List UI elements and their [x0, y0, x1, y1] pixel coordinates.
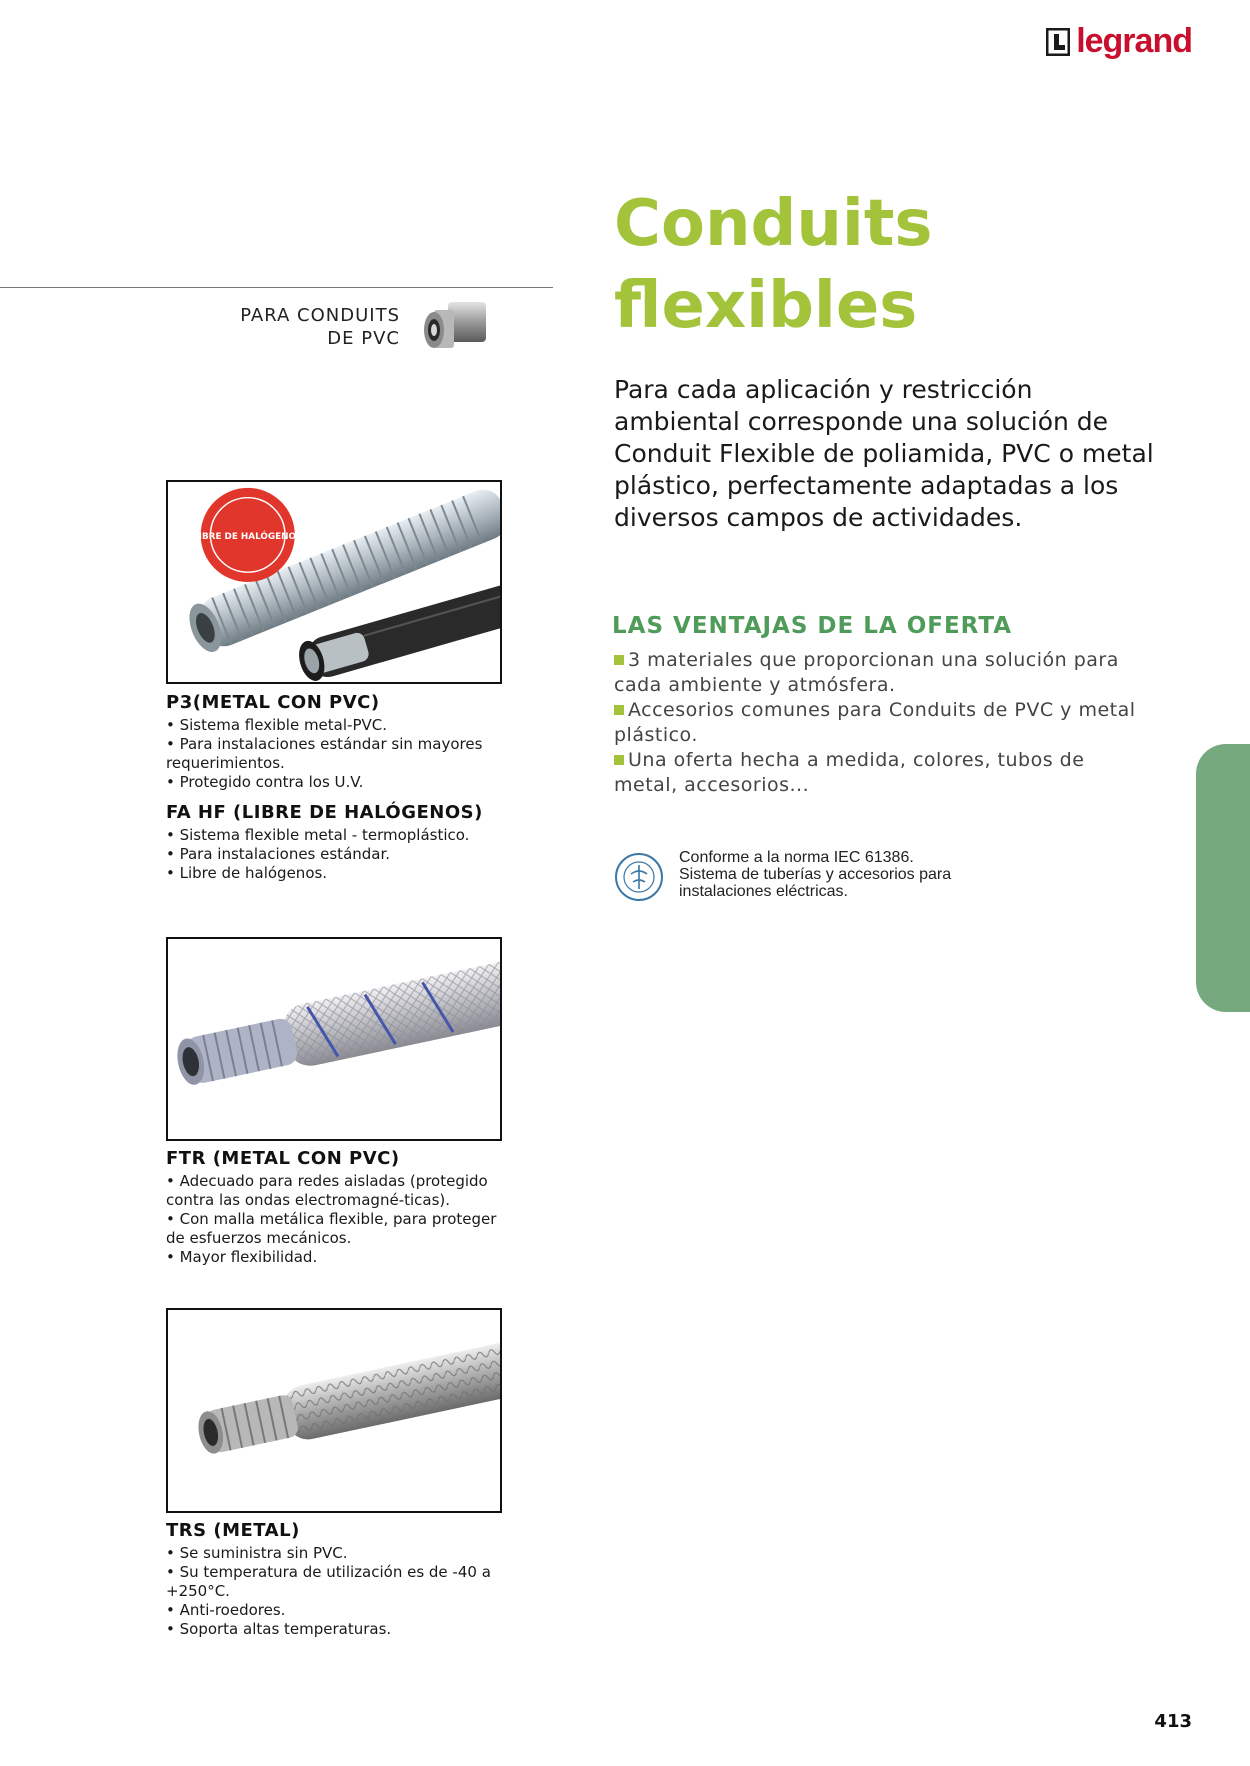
product-bullet: • Libre de halógenos.: [166, 864, 328, 882]
product-image-p3-fahf: [166, 480, 502, 684]
advantage-item: [614, 648, 1154, 698]
norm-line: instalaciones eléctricas.: [679, 883, 848, 900]
page-title-line2: flexibles: [614, 269, 918, 343]
product-bullet: • Protegido contra los U.V.: [166, 773, 364, 791]
product-bullet: • Para instalaciones estándar.: [166, 845, 391, 863]
product-bullets-p3: [166, 716, 506, 792]
product-title-fahf: FA HF (LIBRE DE HALÓGENOS): [166, 802, 483, 823]
section-label-line2: DE PVC: [327, 328, 400, 349]
product-title-trs: TRS (METAL): [166, 1520, 300, 1541]
page-title: [614, 183, 1114, 347]
bullet-square-icon: [614, 655, 624, 665]
advantage-text: Accesorios comunes para Conduits de PVC y metal plástico.: [614, 699, 1136, 746]
product-bullet: • Soporta altas temperaturas.: [166, 1620, 392, 1638]
product-bullet: • Mayor flexibilidad.: [166, 1248, 318, 1266]
product-bullet: • Para instalaciones estándar sin mayores requerimientos.: [166, 735, 483, 772]
page-number: 413: [1154, 1711, 1192, 1732]
bullet-square-icon: [614, 755, 624, 765]
product-bullet: • Su temperatura de utilización es de -40 a +250°C.: [166, 1563, 491, 1600]
advantages-heading: LAS VENTAJAS DE LA OFERTA: [612, 613, 1013, 639]
advantage-item: [614, 748, 1154, 798]
section-side-tab: [1196, 744, 1250, 1012]
product-bullets-fahf: [166, 826, 506, 883]
product-bullets-ftr: [166, 1172, 506, 1267]
bullet-square-icon: [614, 705, 624, 715]
halogen-free-badge-text: LIBRE DE HALÓGENOS: [193, 531, 303, 542]
section-label-line1: PARA CONDUITS: [240, 305, 400, 326]
product-bullet: • Sistema flexible metal-PVC.: [166, 716, 387, 734]
conduit-photo-trs: [168, 1310, 500, 1511]
product-bullets-trs: [166, 1544, 506, 1639]
advantage-item: [614, 698, 1154, 748]
product-title-p3: P3(METAL CON PVC): [166, 692, 380, 713]
product-bullet: • Con malla metálica flexible, para proteger de esfuerzos mecánicos.: [166, 1210, 497, 1247]
advantage-text: Una oferta hecha a medida, colores, tubos de metal, accesorios...: [614, 749, 1085, 796]
norm-text: [679, 849, 1019, 900]
conduit-photo-p3: [168, 482, 500, 682]
product-bullet: • Se suministra sin PVC.: [166, 1544, 348, 1562]
brand-name: legrand: [1076, 22, 1192, 60]
product-bullet: • Anti-roedores.: [166, 1601, 286, 1619]
product-bullet: • Adecuado para redes aisladas (protegido contra las ondas electromagné-ticas).: [166, 1172, 488, 1209]
norm-line: Conforme a la norma IEC 61386.: [679, 849, 914, 866]
fitting-icon: [418, 296, 498, 356]
legrand-mark-icon: [1046, 28, 1070, 56]
certification-seal-icon: [614, 852, 664, 902]
conduit-photo-ftr: [168, 939, 500, 1139]
divider-line: [0, 287, 553, 288]
page-title-line1: Conduits: [614, 187, 933, 261]
brand-logo: [1046, 22, 1192, 61]
norm-line: Sistema de tuberías y accesorios para: [679, 866, 952, 883]
advantage-text: 3 materiales que proporcionan una solución para cada ambiente y atmósfera.: [614, 649, 1119, 696]
product-title-ftr: FTR (METAL CON PVC): [166, 1148, 400, 1169]
product-bullet: • Sistema flexible metal - termoplástico.: [166, 826, 470, 844]
advantages-list: [614, 648, 1154, 798]
product-image-trs: [166, 1308, 502, 1513]
intro-paragraph: Para cada aplicación y restricción ambiental corresponde una solución de Conduit Flexible de poliamida, PVC o metal plástico, perfectamente adaptadas a los diversos campos de actividades.: [614, 375, 1154, 532]
section-label: [210, 304, 400, 350]
product-image-ftr: [166, 937, 502, 1141]
